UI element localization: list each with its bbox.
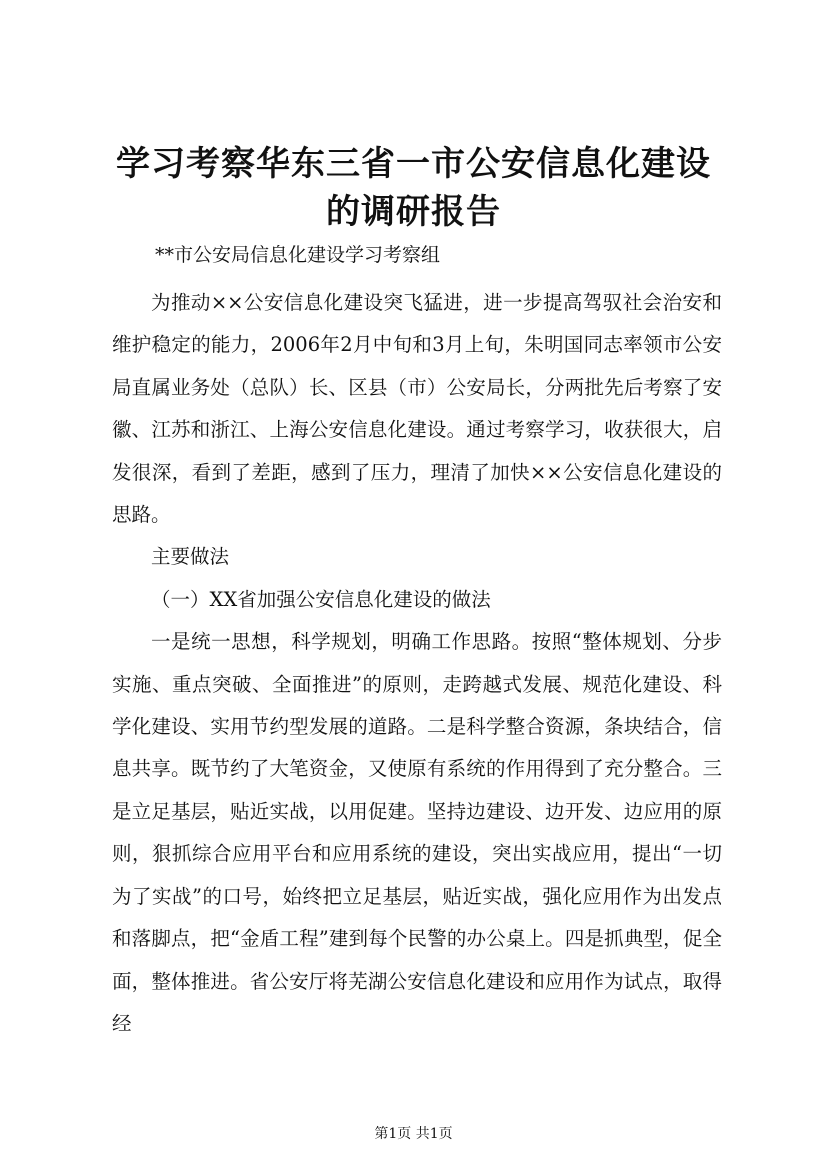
page-footer: 第1页 共1页 xyxy=(374,1126,453,1142)
document-body xyxy=(112,282,722,1045)
paragraph-practices: 一是统一思想，科学规划，明确工作思路。按照“整体规划、分步实施、重点突破、全面推进”的原则，走跨越式发展、规范化建设、科学化建设、实用节约型发展的道路。二是科学整合资源，条块结合，信息共享。既节约了大笔资金，又使原有系统的作用得到了充分整合。三是立足基层，贴近实战，以用促建。坚持边建设、边开发、边应用的原则，狠抓综合应用平台和应用系统的建设，突出实战应用，提出“一切为了实战”的口号，始终把立足基层，贴近实战，强化应用作为出发点和落脚点，把“金盾工程”建到每个民警的办公桌上。四是抓典型，促全面，整体推进。省公安厅将芜湖公安信息化建设和应用作为试点，取得经 xyxy=(112,630,722,1035)
paragraph-intro: 为推动××公安信息化建设突飞猛进，进一步提高驾驭社会治安和维护稳定的能力，2006年2月中旬和3月上旬，朱明国同志率领市公安局直属业务处（总队）长、区县（市）公安局长，分两批先后考察了安徽、江苏和浙江、上海公安信息化建设。通过考察学习，收获很大，启发很深，看到了差距，感到了压力，理清了加快××公安信息化建设的思路。 xyxy=(112,291,722,527)
document-title: 学习考察华东三省一市公安信息化建设的调研报告 xyxy=(116,144,711,232)
subsection-heading: （一）XX省加强公安信息化建设的做法 xyxy=(151,587,491,611)
author-line: **市公安局信息化建设学习考察组 xyxy=(155,244,441,266)
section-heading: 主要做法 xyxy=(151,545,230,569)
